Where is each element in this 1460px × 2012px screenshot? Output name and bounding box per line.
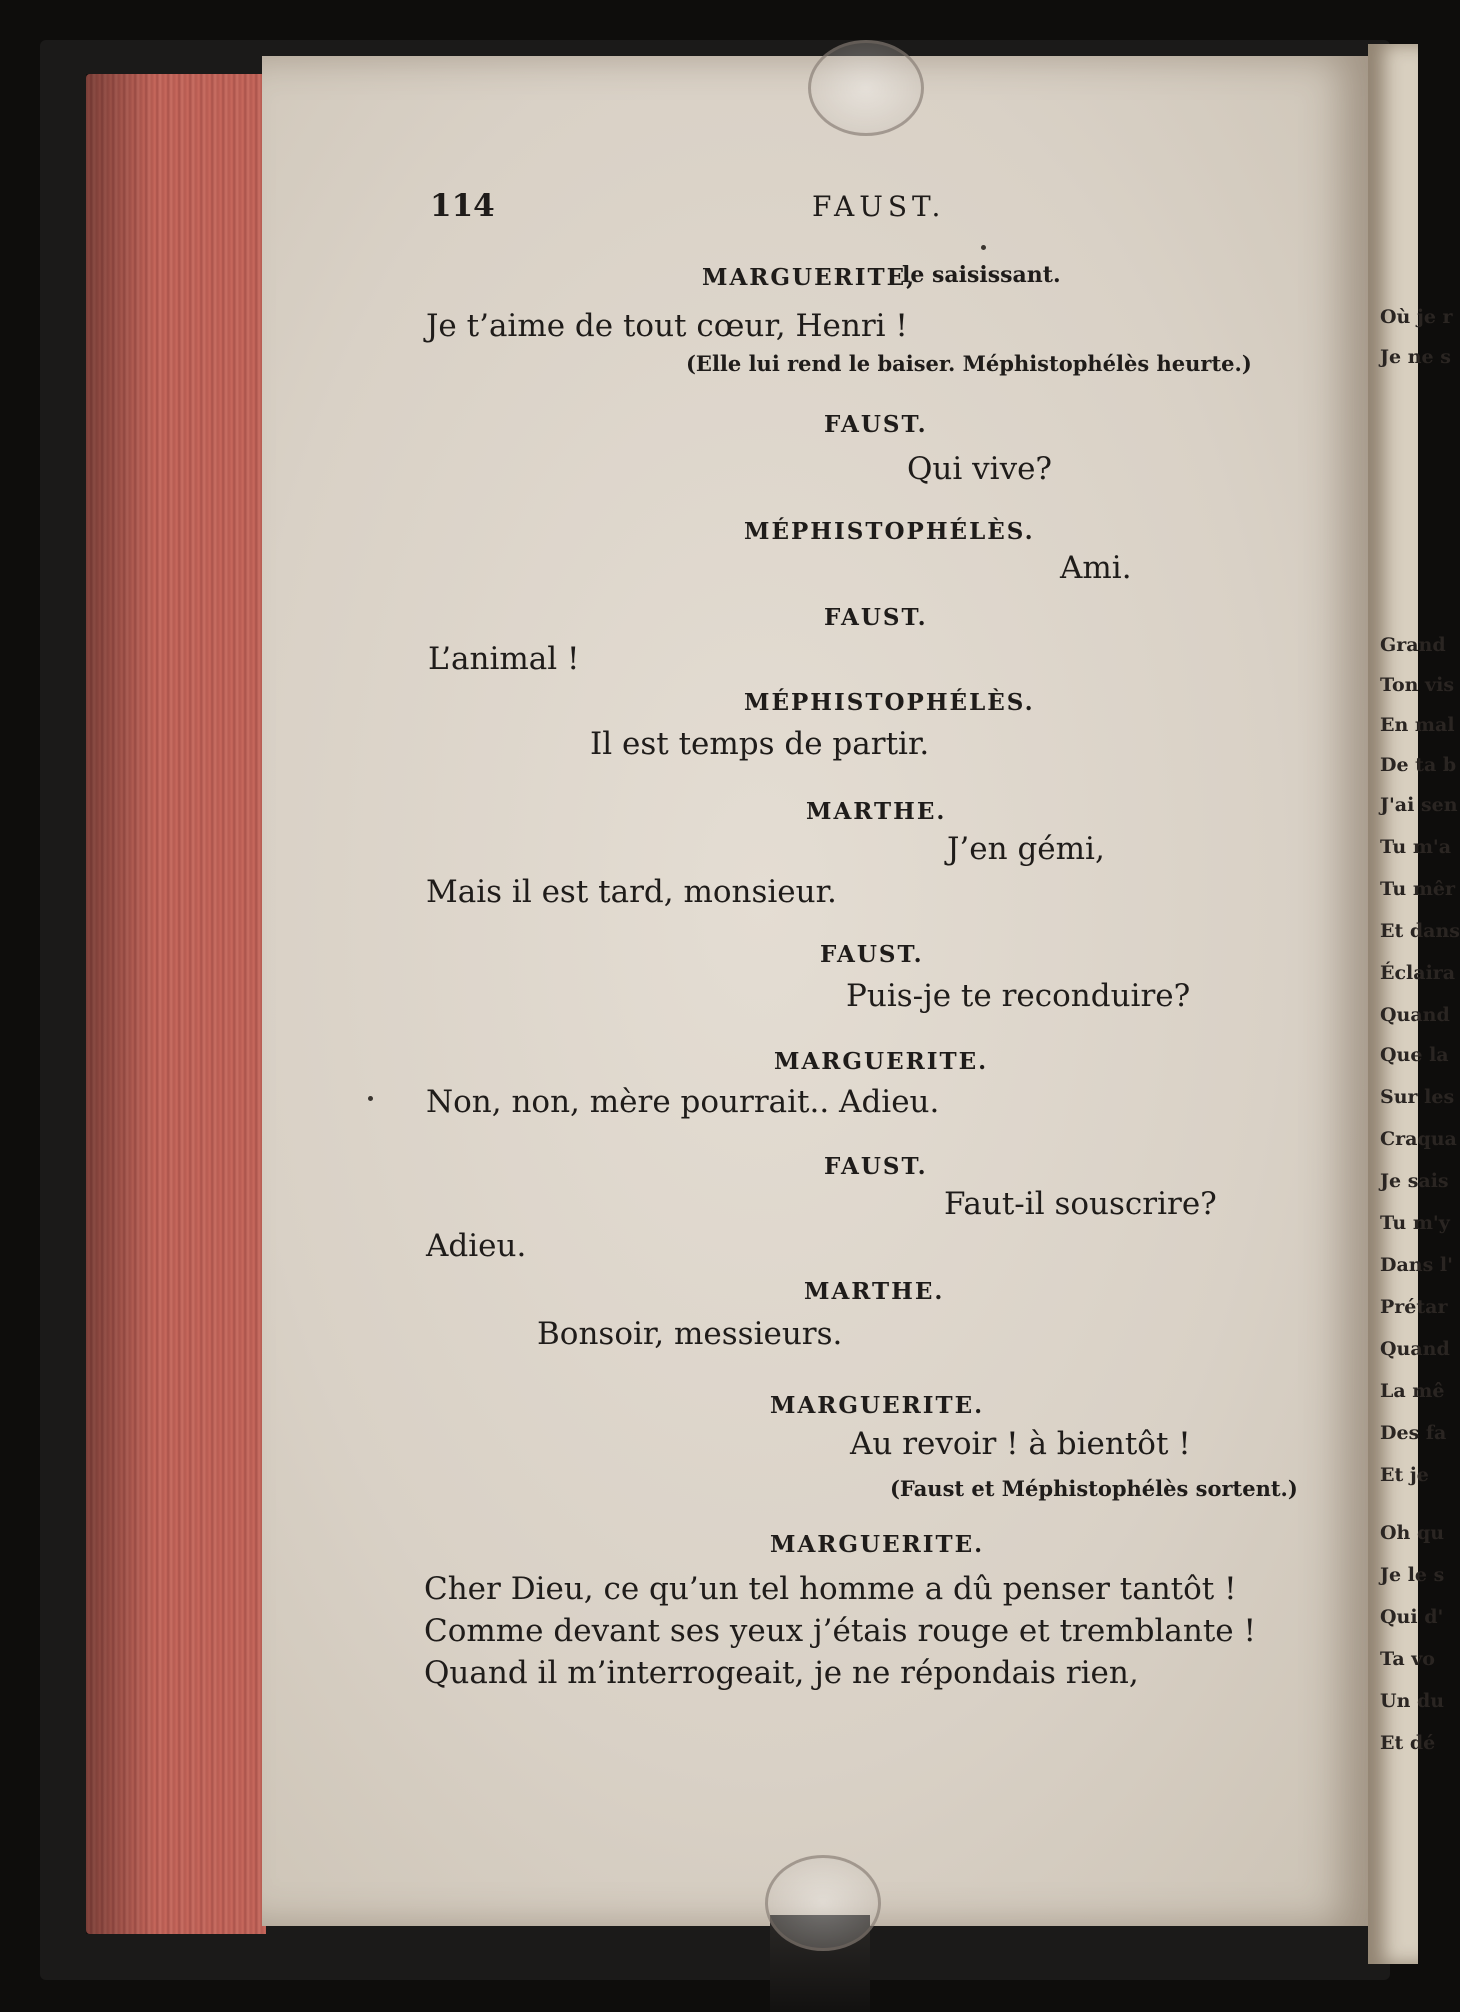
- facing-page-line: La mê: [1380, 1380, 1445, 1402]
- facing-page-line: Tu m'a: [1380, 836, 1452, 858]
- facing-page-line: Tu m'y: [1380, 1212, 1450, 1234]
- facing-page-line: Grand: [1380, 634, 1446, 656]
- page-clip-top: [808, 40, 924, 136]
- speaker-label: MARGUERITE.: [770, 1392, 985, 1419]
- facing-page-line: Quand: [1380, 1338, 1450, 1360]
- facing-page-line: Et dans: [1380, 920, 1460, 942]
- verse-line: J’en gémi,: [947, 831, 1105, 867]
- running-head: FAUST.: [812, 190, 946, 223]
- facing-page-line: Dans l': [1380, 1254, 1453, 1276]
- page-edges-shadow: [86, 74, 156, 1934]
- facing-page-line: Éclaira: [1380, 962, 1456, 984]
- facing-page-line: Prétar: [1380, 1296, 1448, 1318]
- verse-line: Ami.: [1060, 550, 1132, 586]
- stage-direction: (Faust et Méphistophélès sortent.): [890, 1476, 1298, 1501]
- speaker-label: FAUST.: [820, 941, 924, 968]
- verse-line: Mais il est tard, monsieur.: [426, 874, 837, 910]
- facing-page-line: Que la: [1380, 1044, 1449, 1066]
- speaker-label: MARTHE.: [806, 798, 947, 825]
- verse-line: Au revoir ! à bientôt !: [850, 1426, 1191, 1462]
- speaker-label: FAUST.: [824, 1153, 928, 1180]
- speaker-label: FAUST.: [824, 604, 928, 631]
- facing-page-line: Oh qu: [1380, 1522, 1445, 1544]
- facing-page-line: Je sais: [1380, 1170, 1449, 1192]
- speaker-label: MARGUERITE.: [774, 1048, 989, 1075]
- facing-page-line: En mal: [1380, 714, 1455, 736]
- facing-page-line: Tu mêr: [1380, 878, 1456, 900]
- facing-page-line: Et dé: [1380, 1732, 1436, 1754]
- verse-line: Puis-je te reconduire?: [846, 978, 1191, 1014]
- verse-line: Cher Dieu, ce qu’un tel homme a dû penser tantôt !: [424, 1571, 1237, 1607]
- verse-line: Faut-il souscrire?: [944, 1186, 1217, 1222]
- verse-line: Qui vive?: [907, 451, 1053, 487]
- verse-line: Comme devant ses yeux j’étais rouge et tremblante !: [424, 1613, 1256, 1649]
- facing-page-line: Un du: [1380, 1690, 1445, 1712]
- ink-speck: [981, 245, 986, 250]
- ink-speck: [368, 1096, 373, 1101]
- inline-direction: le saisissant.: [902, 262, 1061, 288]
- page-number: 114: [430, 188, 495, 224]
- facing-page-line: Je ne s: [1380, 346, 1451, 368]
- facing-page-line: Des fa: [1380, 1422, 1447, 1444]
- verse-line: Bonsoir, messieurs.: [537, 1316, 843, 1352]
- facing-page-line: Ta vo: [1380, 1648, 1435, 1670]
- facing-page-line: Qui d': [1380, 1606, 1444, 1628]
- stage-direction: (Elle lui rend le baiser. Méphistophélès heurte.): [686, 351, 1252, 376]
- page-clip-bottom: [765, 1855, 881, 1951]
- facing-page-line: Où je r: [1380, 306, 1453, 328]
- facing-page-line: Je le s: [1380, 1564, 1445, 1586]
- verse-line: Adieu.: [426, 1228, 527, 1264]
- facing-page-line: Craqua: [1380, 1128, 1457, 1150]
- speaker-label: MARGUERITE.: [770, 1531, 985, 1558]
- speaker-label: MARGUERITE,: [702, 264, 917, 291]
- facing-page: [1368, 44, 1460, 1964]
- speaker-label: MÉPHISTOPHÉLÈS.: [744, 518, 1035, 545]
- verse-line: Je t’aime de tout cœur, Henri !: [426, 308, 908, 344]
- facing-page-line: J'ai sen: [1380, 794, 1458, 816]
- verse-line: Il est temps de partir.: [590, 726, 930, 762]
- facing-page-line: Ton vis: [1380, 674, 1455, 696]
- verse-line: Quand il m’interrogeait, je ne répondais rien,: [424, 1655, 1139, 1691]
- facing-page-line: Sur les: [1380, 1086, 1455, 1108]
- speaker-label: FAUST.: [824, 411, 928, 438]
- speaker-label: MARTHE.: [804, 1278, 945, 1305]
- book-page: [262, 56, 1372, 1926]
- facing-page-line: De ta b: [1380, 754, 1457, 776]
- facing-page-line: Quand: [1380, 1004, 1450, 1026]
- speaker-label: MÉPHISTOPHÉLÈS.: [744, 689, 1035, 716]
- facing-page-line: Et je: [1380, 1464, 1429, 1486]
- verse-line: Non, non, mère pourrait.. Adieu.: [426, 1084, 940, 1120]
- verse-line: L’animal !: [428, 641, 580, 677]
